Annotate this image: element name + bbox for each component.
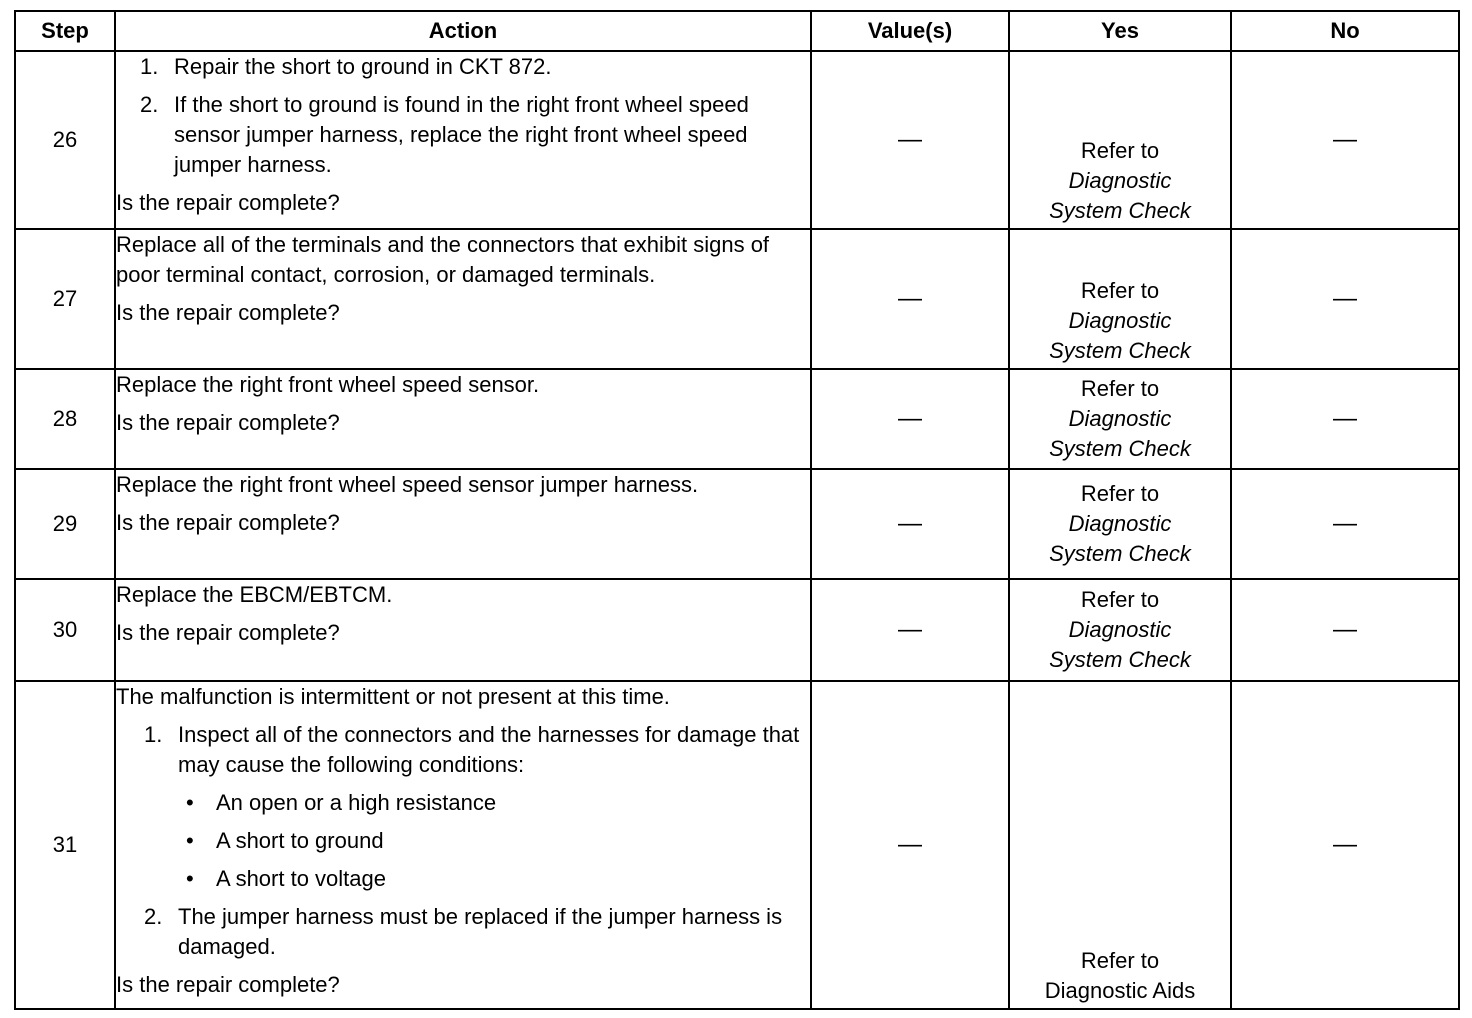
yes-cell bbox=[1009, 229, 1231, 369]
list-item bbox=[116, 902, 810, 962]
no-cell: — bbox=[1231, 51, 1459, 229]
bullet-text: A short to voltage bbox=[216, 866, 386, 891]
no-cell: — bbox=[1231, 229, 1459, 369]
step-number: 30 bbox=[15, 579, 115, 681]
list-item bbox=[116, 720, 810, 780]
header-no: No bbox=[1231, 11, 1459, 51]
diagnostic-link-text: Diagnostic bbox=[1068, 511, 1172, 536]
table-row bbox=[15, 229, 1459, 369]
repair-question: Is the repair complete? bbox=[116, 300, 340, 325]
repair-question: Is the repair complete? bbox=[116, 190, 340, 215]
header-row bbox=[15, 11, 1459, 51]
refer-to-text: Refer to bbox=[1080, 948, 1160, 973]
yes-cell bbox=[1009, 469, 1231, 579]
header-values: Value(s) bbox=[811, 11, 1009, 51]
diagnostic-link-text: Diagnostic bbox=[1068, 168, 1172, 193]
system-check-link-text: System Check bbox=[1049, 338, 1191, 363]
refer-to-text: Refer to bbox=[1080, 278, 1160, 303]
refer-to-text: Refer to bbox=[1080, 481, 1160, 506]
list-text: Inspect all of the connectors and the harnesses for damage that may cause the following conditions: bbox=[178, 722, 800, 777]
list-text: Repair the short to ground in CKT 872. bbox=[174, 54, 552, 79]
no-cell: — bbox=[1231, 369, 1459, 469]
diagnostic-link-text: Diagnostic bbox=[1068, 617, 1172, 642]
refer-to-text: Refer to bbox=[1080, 587, 1160, 612]
yes-cell bbox=[1009, 579, 1231, 681]
step-number: 26 bbox=[15, 51, 115, 229]
action-cell bbox=[115, 469, 811, 579]
list-item bbox=[116, 90, 810, 180]
diagnostic-aids-link-text: Diagnostic Aids bbox=[1044, 978, 1196, 1003]
action-cell bbox=[115, 579, 811, 681]
bullet-item bbox=[116, 864, 810, 894]
yes-cell bbox=[1009, 369, 1231, 469]
bullet-item bbox=[116, 826, 810, 856]
step-number: 31 bbox=[15, 681, 115, 1009]
header-step: Step bbox=[15, 11, 115, 51]
value-cell: — bbox=[811, 229, 1009, 369]
list-number: 1. bbox=[144, 722, 163, 747]
repair-question: Is the repair complete? bbox=[116, 510, 340, 535]
repair-question: Is the repair complete? bbox=[116, 972, 340, 997]
bullet-item bbox=[116, 788, 810, 818]
table-row bbox=[15, 369, 1459, 469]
yes-cell bbox=[1009, 681, 1231, 1009]
bullet-mark: • bbox=[186, 866, 194, 891]
action-cell bbox=[115, 229, 811, 369]
bullet-mark: • bbox=[186, 790, 194, 815]
table-row bbox=[15, 681, 1459, 1009]
system-check-link-text: System Check bbox=[1049, 541, 1191, 566]
refer-to-text: Refer to bbox=[1080, 138, 1160, 163]
table-row bbox=[15, 469, 1459, 579]
value-cell: — bbox=[811, 681, 1009, 1009]
header-action: Action bbox=[115, 11, 811, 51]
yes-cell bbox=[1009, 51, 1231, 229]
action-cell bbox=[115, 681, 811, 1009]
bullet-text: An open or a high resistance bbox=[216, 790, 497, 815]
diagnostic-link-text: Diagnostic bbox=[1068, 406, 1172, 431]
list-number: 2. bbox=[140, 92, 159, 117]
bullet-text: A short to ground bbox=[216, 828, 384, 853]
list-number: 1. bbox=[140, 54, 159, 79]
value-cell: — bbox=[811, 51, 1009, 229]
action-text: Replace the right front wheel speed sensor. bbox=[116, 372, 540, 397]
action-cell bbox=[115, 51, 811, 229]
bullet-mark: • bbox=[186, 828, 194, 853]
repair-question: Is the repair complete? bbox=[116, 410, 340, 435]
step-number: 28 bbox=[15, 369, 115, 469]
system-check-link-text: System Check bbox=[1049, 647, 1191, 672]
list-text: The jumper harness must be replaced if the jumper harness is damaged. bbox=[178, 904, 783, 959]
diagnostic-table bbox=[14, 10, 1460, 1010]
refer-to-text: Refer to bbox=[1080, 376, 1160, 401]
system-check-link-text: System Check bbox=[1049, 198, 1191, 223]
action-text: Replace the right front wheel speed sensor jumper harness. bbox=[116, 472, 699, 497]
action-intro: The malfunction is intermittent or not present at this time. bbox=[116, 684, 670, 709]
list-item bbox=[116, 52, 810, 82]
value-cell: — bbox=[811, 579, 1009, 681]
table-row bbox=[15, 51, 1459, 229]
list-number: 2. bbox=[144, 904, 163, 929]
header-yes: Yes bbox=[1009, 11, 1231, 51]
diagnostic-link-text: Diagnostic bbox=[1068, 308, 1172, 333]
value-cell: — bbox=[811, 469, 1009, 579]
value-cell: — bbox=[811, 369, 1009, 469]
no-cell: — bbox=[1231, 579, 1459, 681]
list-text: If the short to ground is found in the right front wheel speed sensor jumper harness, replace the right front wheel speed jumper harness. bbox=[174, 92, 749, 177]
no-cell: — bbox=[1231, 681, 1459, 1009]
no-cell: — bbox=[1231, 469, 1459, 579]
action-cell bbox=[115, 369, 811, 469]
action-text: Replace all of the terminals and the connectors that exhibit signs of poor terminal contact, corrosion, or damaged terminals. bbox=[116, 232, 770, 287]
table-row bbox=[15, 579, 1459, 681]
step-number: 27 bbox=[15, 229, 115, 369]
system-check-link-text: System Check bbox=[1049, 436, 1191, 461]
action-text: Replace the EBCM/EBTCM. bbox=[116, 582, 393, 607]
step-number: 29 bbox=[15, 469, 115, 579]
repair-question: Is the repair complete? bbox=[116, 620, 340, 645]
